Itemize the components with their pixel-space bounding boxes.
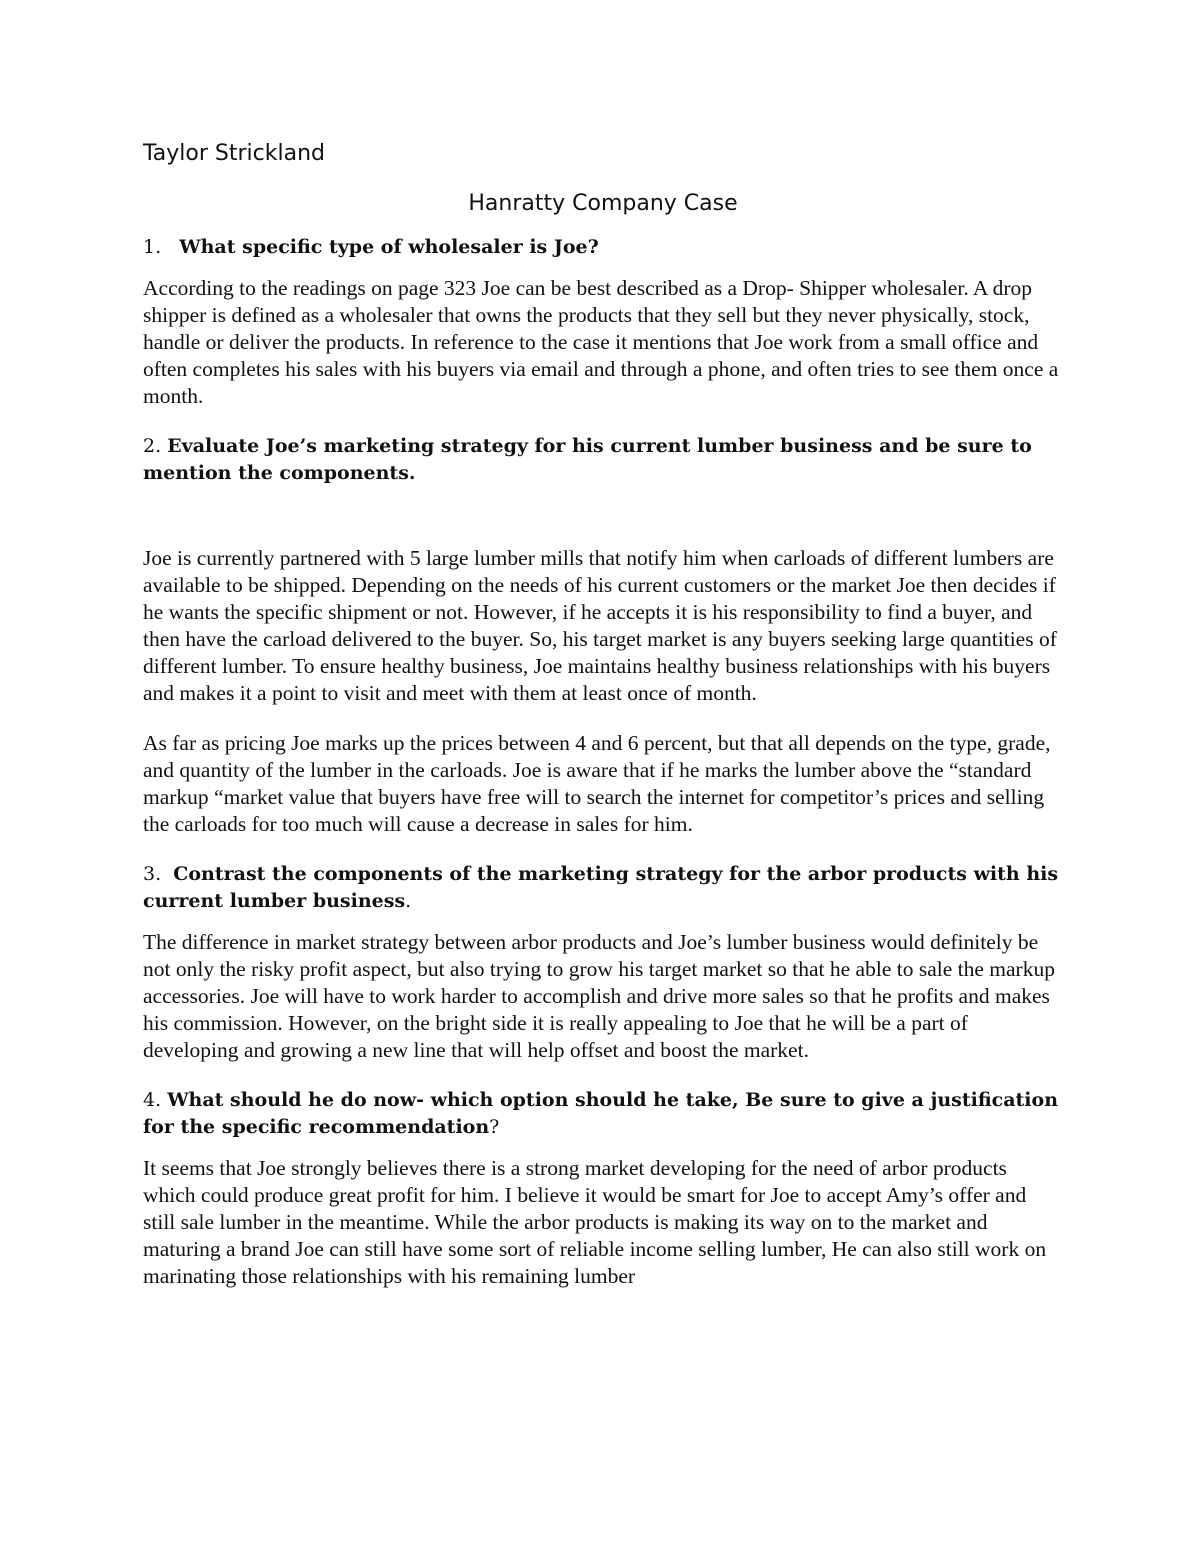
answer-paragraph: It seems that Joe strongly believes there is a strong market developing for the need of arbor products which could produce great profit for him. I believe it would be smart for Joe to accept Amy’s offer and still sale lumber in the meantime. While the arbor products is making its way on to the market and maturing a brand Joe can still have some sort of reliable income selling lumber, He can also still work on marinating those relationships with his remaining lumber (143, 1156, 1047, 1288)
question-number: 3. (143, 863, 162, 885)
question-text: What should he do now- which option should he take, Be sure to give a justification for the specific recommendation (143, 1089, 1059, 1138)
answer-paragraph: Joe is currently partnered with 5 large lumber mills that notify him when carloads of different lumbers are available to be shipped. Depending on the needs of his current customers or the market Joe then decides if he wants the specific shipment or not. However, if he accepts it is his responsibility to find a buyer, and then have the carload delivered to the buyer. So, his target market is any buyers seeking large quantities of different lumber. To ensure healthy business, Joe maintains healthy business relationships with his buyers and makes it a point to visit and meet with them at least once of month. (143, 546, 1057, 705)
question-text: Evaluate Joe’s marketing strategy for his current lumber business and be sure to mention the components. (143, 435, 1032, 484)
question-suffix: ? (489, 1116, 500, 1138)
author-name: Taylor Strickland (143, 141, 325, 166)
answer-paragraph: According to the readings on page 323 Joe can be best described as a Drop- Shipper wholesaler. A drop shipper is defined as a wholesaler that owns the products that they sell but they never physically, stock, handle or deliver the products. In reference to the case it mentions that Joe work from a small office and often completes his sales with his buyers via email and through a phone, and often tries to see them once a month. (143, 276, 1059, 408)
question-2 (143, 433, 1063, 487)
document-title: Hanratty Company Case (468, 191, 738, 216)
question-suffix: . (405, 890, 412, 912)
spacer (143, 501, 1063, 545)
question-3 (143, 861, 1063, 915)
question-number: 1. (143, 236, 162, 258)
question-text: Contrast the components of the marketing strategy for the arbor products with his current lumber business (143, 863, 1059, 912)
answer-paragraph: The difference in market strategy between arbor products and Joe’s lumber business would definitely be not only the risky profit aspect, but also trying to grow his target market so that he able to sale the markup accessories. Joe will have to work harder to accomplish and drive more sales so that he profits and makes his commission. However, on the bright side it is really appealing to Joe that he will be a part of developing and growing a new line that will help offset and boost the market. (143, 930, 1055, 1062)
question-number: 2. (143, 435, 162, 457)
question-text: What specific type of wholesaler is Joe? (179, 236, 599, 258)
answer-paragraph: As far as pricing Joe marks up the prices between 4 and 6 percent, but that all depends on the type, grade, and quantity of the lumber in the carloads. Joe is aware that if he marks the lumber above the “standard markup “market value that buyers have free will to search the internet for competitor’s prices and selling the carloads for too much will cause a decrease in sales for him. (143, 731, 1051, 836)
question-number: 4. (143, 1089, 162, 1111)
question-1 (143, 234, 1063, 261)
question-4 (143, 1087, 1063, 1141)
document-content (143, 138, 1063, 1313)
